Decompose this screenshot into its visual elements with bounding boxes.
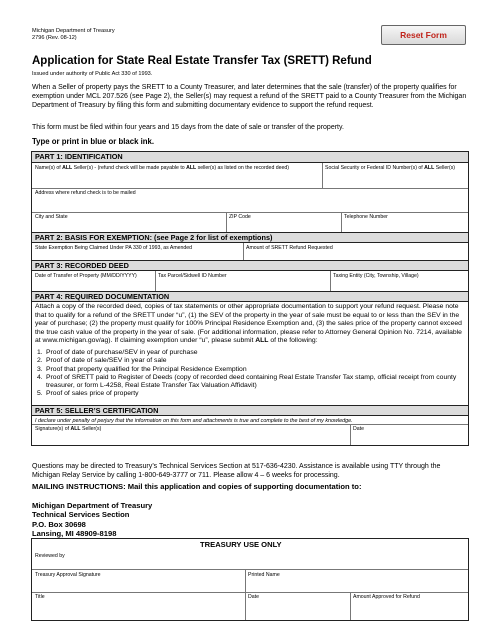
- phone-input[interactable]: [342, 220, 468, 232]
- title-input[interactable]: [32, 600, 245, 620]
- amount-approved-label: Amount Approved for Refund: [353, 594, 420, 600]
- city-state-label: City and State: [35, 214, 68, 220]
- reviewed-by-input[interactable]: [32, 559, 468, 569]
- cert-date-label: Date: [353, 426, 364, 432]
- list-item: 2. Proof of date of sale/SEV in year of sale: [37, 357, 167, 365]
- divider: [32, 592, 468, 593]
- part2-heading: PART 2: BASIS FOR EXEMPTION: (see Page 2 for list of exemptions): [32, 232, 468, 243]
- reviewed-by-label: Reviewed by: [35, 553, 65, 559]
- transfer-date-label: Date of Transfer of Property (MM/DD/YYYY): [35, 273, 137, 279]
- part3-heading: PART 3: RECORDED DEED: [32, 260, 468, 271]
- department-header: [32, 28, 115, 42]
- seller-names-label: Name(s) of ALL Seller(s) - (refund check will be made payable to ALL seller(s) as listed on the recorded deed): [35, 165, 290, 171]
- intro-paragraph: When a Seller of property pays the SRETT to a County Treasurer, and later determines that the sale (transfer) of the property qualifies for exemption under MCL 207.526 (see Page 2), the Seller(s) may request a refund of the SRETT paid to a County Treasurer from the Michigan Department of Treasury by filing this form and submitting documentary evidence to support the refund request.: [32, 84, 467, 110]
- application-form: [31, 151, 469, 446]
- department-name: Michigan Department of Treasury: [32, 28, 115, 34]
- signature-label: Signature(s) of ALL Seller(s): [35, 426, 102, 432]
- form-title: Application for State Real Estate Transfer Tax (SRETT) Refund: [32, 55, 372, 67]
- list-item: 4. Proof of SRETT paid to Register of Deeds (copy of recorded deed containing Real Estate Transfer Tax stamp, official receipt from county treasurer, or form L-4258, Real Estate Transfer Tax Valuation Affidavit): [37, 373, 457, 390]
- approval-date-label: Date: [248, 594, 259, 600]
- exemption-label: State Exemption Being Claimed Under PA 330 of 1993, as Amended: [35, 245, 193, 251]
- approval-signature-label: Treasury Approval Signature: [35, 572, 101, 578]
- taxing-entity-label: Taxing Entity (City, Township, Village): [333, 273, 419, 279]
- exemption-input[interactable]: [32, 251, 243, 260]
- mailing-instructions: MAILING INSTRUCTIONS: Mail this application and copies of supporting documentation to:: [32, 482, 362, 491]
- form-number: 2796 (Rev. 08-12): [32, 35, 77, 41]
- approval-date-input[interactable]: [246, 600, 350, 620]
- approval-signature-input[interactable]: [32, 578, 245, 592]
- address-line: Technical Services Section: [32, 510, 130, 520]
- zip-label: ZIP Code: [229, 214, 251, 220]
- printed-name-input[interactable]: [246, 578, 468, 592]
- zip-input[interactable]: [227, 220, 341, 232]
- questions-paragraph: Questions may be directed to Treasury’s Technical Services Section at 517-636-4230. Assistance is available using TTY through the Michigan Relay Service by calling 1-800-649-3777 or 711. Please allow 4 – 6 weeks for processing.: [32, 463, 441, 480]
- city-state-input[interactable]: [32, 220, 226, 232]
- address-line: P.O. Box 30698: [32, 519, 86, 529]
- ink-instruction: Type or print in blue or black ink.: [32, 137, 155, 146]
- mailing-address: [32, 501, 152, 539]
- address-line: Lansing, MI 48909-8198: [32, 529, 117, 539]
- parcel-id-label: Tax Parcel/Sidwell ID Number: [158, 273, 227, 279]
- part1-heading: PART 1: IDENTIFICATION: [32, 152, 468, 163]
- divider: [32, 188, 468, 189]
- address-line: Michigan Department of Treasury: [32, 501, 153, 510]
- title-label: Title: [35, 594, 45, 600]
- required-documents-list: [35, 349, 465, 399]
- list-item: 3. Proof that property qualified for the Principal Residence Exemption: [37, 365, 247, 373]
- transfer-date-input[interactable]: [32, 279, 155, 291]
- treasury-use-heading: TREASURY USE ONLY: [200, 540, 282, 549]
- cert-date-input[interactable]: [351, 432, 468, 445]
- divider: [32, 212, 468, 213]
- list-item: 5. Proof of sales price of property: [37, 390, 139, 398]
- ssn-input[interactable]: [323, 171, 468, 188]
- reset-form-button[interactable]: Reset Form: [381, 25, 466, 45]
- perjury-declaration: I declare under penalty of perjury that the information on this form and attachments is true and complete to the best of my knowledge.: [35, 418, 353, 424]
- taxing-entity-input[interactable]: [331, 279, 468, 291]
- deadline-paragraph: This form must be filed within four years and 15 days from the date of sale or transfer of the property.: [32, 124, 344, 131]
- phone-label: Telephone Number: [344, 214, 388, 220]
- address-label: Address where refund check is to be mailed: [35, 190, 136, 196]
- seller-names-input[interactable]: [32, 171, 322, 188]
- issued-authority: Issued under authority of Public Act 330 of 1993.: [32, 71, 153, 77]
- part5-heading: PART 5: SELLER’S CERTIFICATION: [32, 405, 468, 416]
- divider: [32, 569, 468, 570]
- refund-amount-label: Amount of SRETT Refund Requested: [246, 245, 333, 251]
- address-input[interactable]: [32, 196, 468, 212]
- refund-amount-input[interactable]: [244, 251, 468, 260]
- parcel-id-input[interactable]: [156, 279, 330, 291]
- ssn-label: Social Security or Federal ID Number(s) of ALL Seller(s): [325, 165, 456, 171]
- treasury-use-box: [31, 538, 469, 621]
- divider: [32, 424, 468, 425]
- printed-name-label: Printed Name: [248, 572, 280, 578]
- amount-approved-input[interactable]: [351, 600, 468, 620]
- signature-input[interactable]: [32, 432, 350, 445]
- part4-heading: PART 4: REQUIRED DOCUMENTATION: [32, 291, 468, 302]
- documentation-instructions: Attach a copy of the recorded deed, copies of tax statements or other appropriate documentation to support your refund request. Please note that to qualify for a refund of the SRETT under “u”, (1) the SEV of the property in the year of sale must be equal to or less than the SEV in the year of purchase; (2) the property must qualify for 100% Principal Residence Exemption and, (3) the sales price of the property cannot exceed the true cash value of the property in the year of sale. (For additional information, please refer to Attorney General Opinion No. 7214, available at www.michigan.gov/ag). If claiming exemption under “u”, please submit ALL of the following:: [35, 303, 462, 345]
- list-item: 1. Proof of date of purchase/SEV in year of purchase: [37, 349, 198, 356]
